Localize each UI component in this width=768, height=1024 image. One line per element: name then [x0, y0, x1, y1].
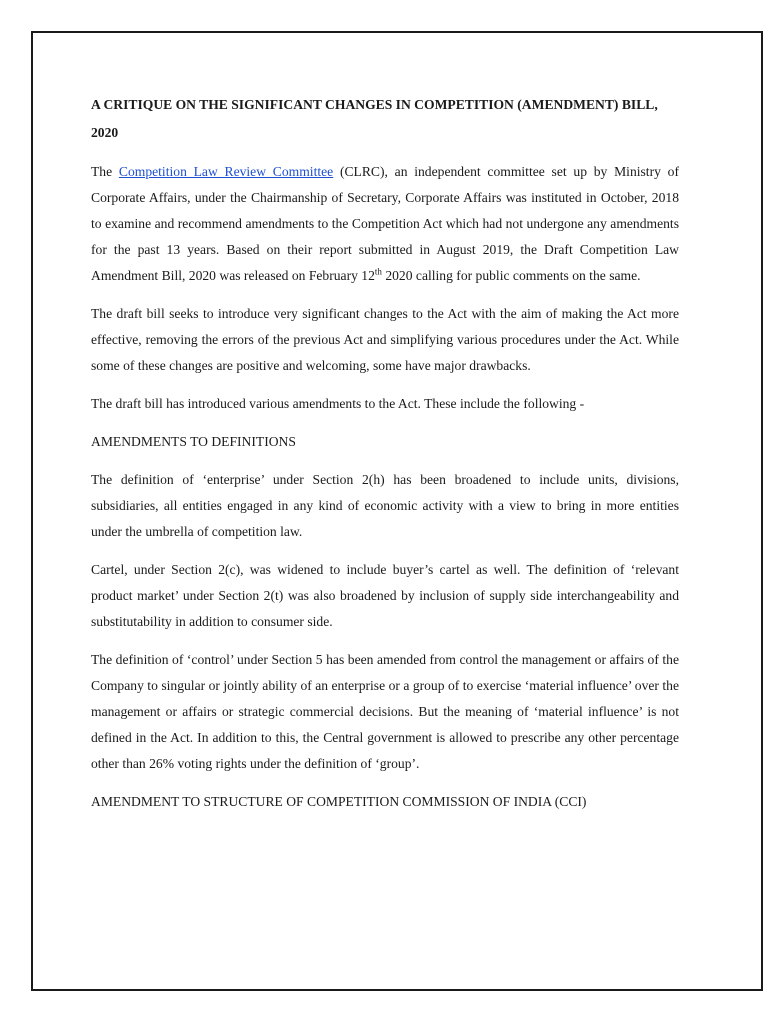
document-body	[91, 91, 679, 827]
paragraph-tail: 2020 calling for public comments on the same.	[381, 268, 641, 283]
document-title: A CRITIQUE ON THE SIGNIFICANT CHANGES IN COMPETITION (AMENDMENT) BILL, 2020	[91, 97, 658, 140]
paragraph-lead: The	[91, 164, 119, 179]
paragraph-cartel: Cartel, under Section 2(c), was widened to include buyer’s cartel as well. The definition of ‘relevant product market’ under Section 2(t) was also broadened by inclusion of supply side interchangeability and substitutability in addition to consumer side.	[91, 562, 679, 629]
document-page	[31, 31, 763, 991]
paragraph-clrc	[91, 159, 679, 289]
section-heading-cci-structure: AMENDMENT TO STRUCTURE OF COMPETITION COMMISSION OF INDIA (CCI)	[91, 794, 587, 809]
paragraph-amendments-intro: The draft bill has introduced various amendments to the Act. These include the following -	[91, 396, 585, 411]
paragraph-draft-bill: The draft bill seeks to introduce very significant changes to the Act with the aim of making the Act more effective, removing the errors of the previous Act and simplifying various procedures under the Act. While some of these changes are positive and welcoming, some have major drawbacks.	[91, 306, 679, 373]
section-heading-definitions: AMENDMENTS TO DEFINITIONS	[91, 434, 296, 449]
date-superscript: th	[374, 266, 382, 277]
paragraph-control: The definition of ‘control’ under Section 5 has been amended from control the management or affairs of the Company to singular or jointly ability of an enterprise or a group of to exercise ‘material influence’ over the management or affairs or strategic commercial decisions. But the meaning of ‘material influence’ is not defined in the Act. In addition to this, the Central government is allowed to prescribe any other percentage other than 26% voting rights under the definition of ‘group’.	[91, 652, 679, 771]
paragraph-body: (CLRC), an independent committee set up by Ministry of Corporate Affairs, under the Chairmanship of Secretary, Corporate Affairs was instituted in October, 2018 to examine and recommend amendments to the Competition Act which had not undergone any amendments for the past 13 years. Based on their report submitted in August 2019, the Draft Competition Law Amendment Bill, 2020 was released on February 12	[91, 164, 679, 283]
clrc-link[interactable]: Competition Law Review Committee	[118, 164, 334, 179]
paragraph-enterprise: The definition of ‘enterprise’ under Section 2(h) has been broadened to include units, divisions, subsidiaries, all entities engaged in any kind of economic activity with a view to bring in more entities under the umbrella of competition law.	[91, 472, 679, 539]
